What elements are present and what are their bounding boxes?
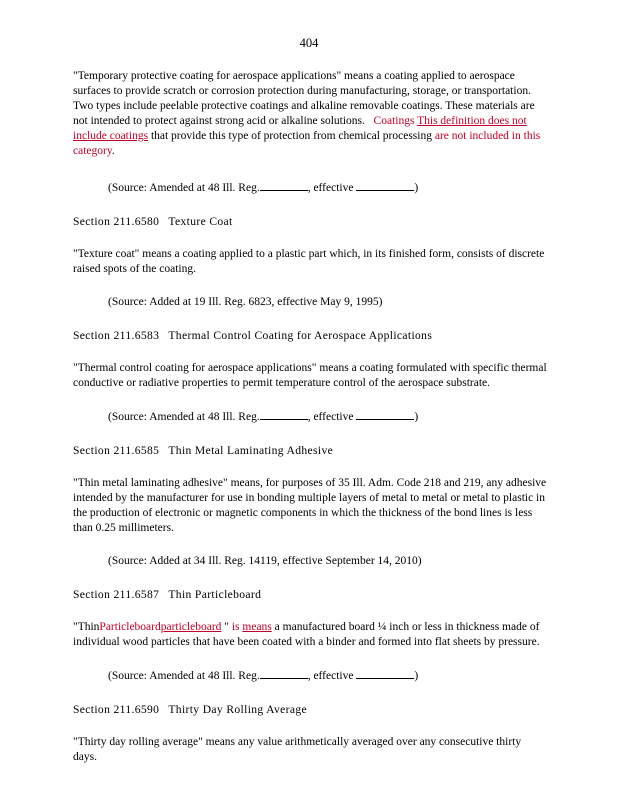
inserted-text: This definition does not include coatings	[73, 115, 527, 142]
definition-texture-coat: "Texture coat" means a coating applied to a plastic part which, in its finished form, consists of discrete raised spots of the coating.	[73, 248, 545, 275]
deleted-text: Particleboard	[99, 621, 161, 633]
definition-thin-particleboard	[73, 620, 547, 650]
section-number: Section 211.6590	[73, 703, 160, 716]
source-note: (Source: Added at 34 Ill. Reg. 14119, effective September 14, 2010)	[108, 555, 422, 567]
section-heading-6580	[73, 214, 547, 229]
definition-thirty-day-rolling-average: "Thirty day rolling average" means any value arithmetically averaged over any consecutive thirty days.	[73, 736, 522, 763]
blank-line	[260, 180, 308, 191]
blank-line	[260, 409, 308, 420]
page-number: 404	[299, 36, 319, 50]
source-note: (Source: Amended at 48 Ill. Reg. , effective )	[108, 670, 419, 682]
definition-temporary-protective-coating	[73, 69, 547, 159]
deleted-text: Coatings	[373, 115, 415, 127]
body-text: "Thin	[73, 621, 100, 633]
section-title: Thermal Control Coating for Aerospace Applications	[168, 329, 433, 342]
body-text: .	[111, 145, 115, 157]
blank-line	[356, 180, 414, 191]
inserted-text: means	[242, 621, 272, 633]
source-note: (Source: Amended at 48 Ill. Reg. , effective )	[108, 411, 419, 423]
section-number: Section 211.6580	[73, 215, 160, 228]
body-text: that provide this type of protection from chemical processing	[150, 130, 432, 142]
section-number: Section 211.6583	[73, 329, 160, 342]
page-content	[73, 69, 547, 786]
section-heading-6585	[73, 443, 547, 458]
deleted-text: is	[231, 621, 240, 633]
section-heading-6587	[73, 587, 547, 602]
section-number: Section 211.6587	[73, 588, 160, 601]
section-heading-6583	[73, 328, 547, 343]
blank-line	[356, 668, 414, 679]
definition-thermal-control-coating: "Thermal control coating for aerospace applications" means a coating formulated with specific thermal conductive or radiative properties to permit temperature control of the aerospace substrate.	[73, 362, 547, 389]
body-text: a manufactured board ¼ inch or less in thickness made of individual wood particles that have been coated with a binder and formed into flat sheets by pressure.	[73, 621, 540, 648]
source-note: (Source: Added at 19 Ill. Reg. 6823, effective May 9, 1995)	[108, 296, 383, 308]
inserted-text: particleboard	[160, 621, 222, 633]
blank-line	[260, 668, 308, 679]
section-title: Texture Coat	[168, 215, 233, 228]
deleted-text: are not included in this category	[73, 130, 541, 157]
body-text: "	[224, 621, 229, 633]
source-note: (Source: Amended at 48 Ill. Reg. , effective )	[108, 182, 419, 194]
section-title: Thin Particleboard	[168, 588, 262, 601]
section-number: Section 211.6585	[73, 444, 160, 457]
section-title: Thin Metal Laminating Adhesive	[168, 444, 334, 457]
definition-thin-metal-laminating-adhesive: "Thin metal laminating adhesive" means, for purposes of 35 Ill. Adm. Code 218 and 219, any adhesive intended by the manufacturer for use in bonding multiple layers of metal to metal or metal to plastic in the production of electronic or magnetic components in which the thickness of the bond lines is less than 0.25 millimeters.	[73, 477, 547, 534]
section-title: Thirty Day Rolling Average	[168, 703, 308, 716]
section-heading-6590	[73, 702, 547, 717]
blank-line	[356, 409, 414, 420]
body-text: "Temporary protective coating for aerospace applications" means a coating applied to aerospace surfaces to provide scratch or corrosion protection during manufacturing, storage, or transportation. Two types include peelable protective coatings and alkaline removable coatings. These materials are not intended to protect against strong acid or alkaline solutions.	[73, 70, 535, 127]
